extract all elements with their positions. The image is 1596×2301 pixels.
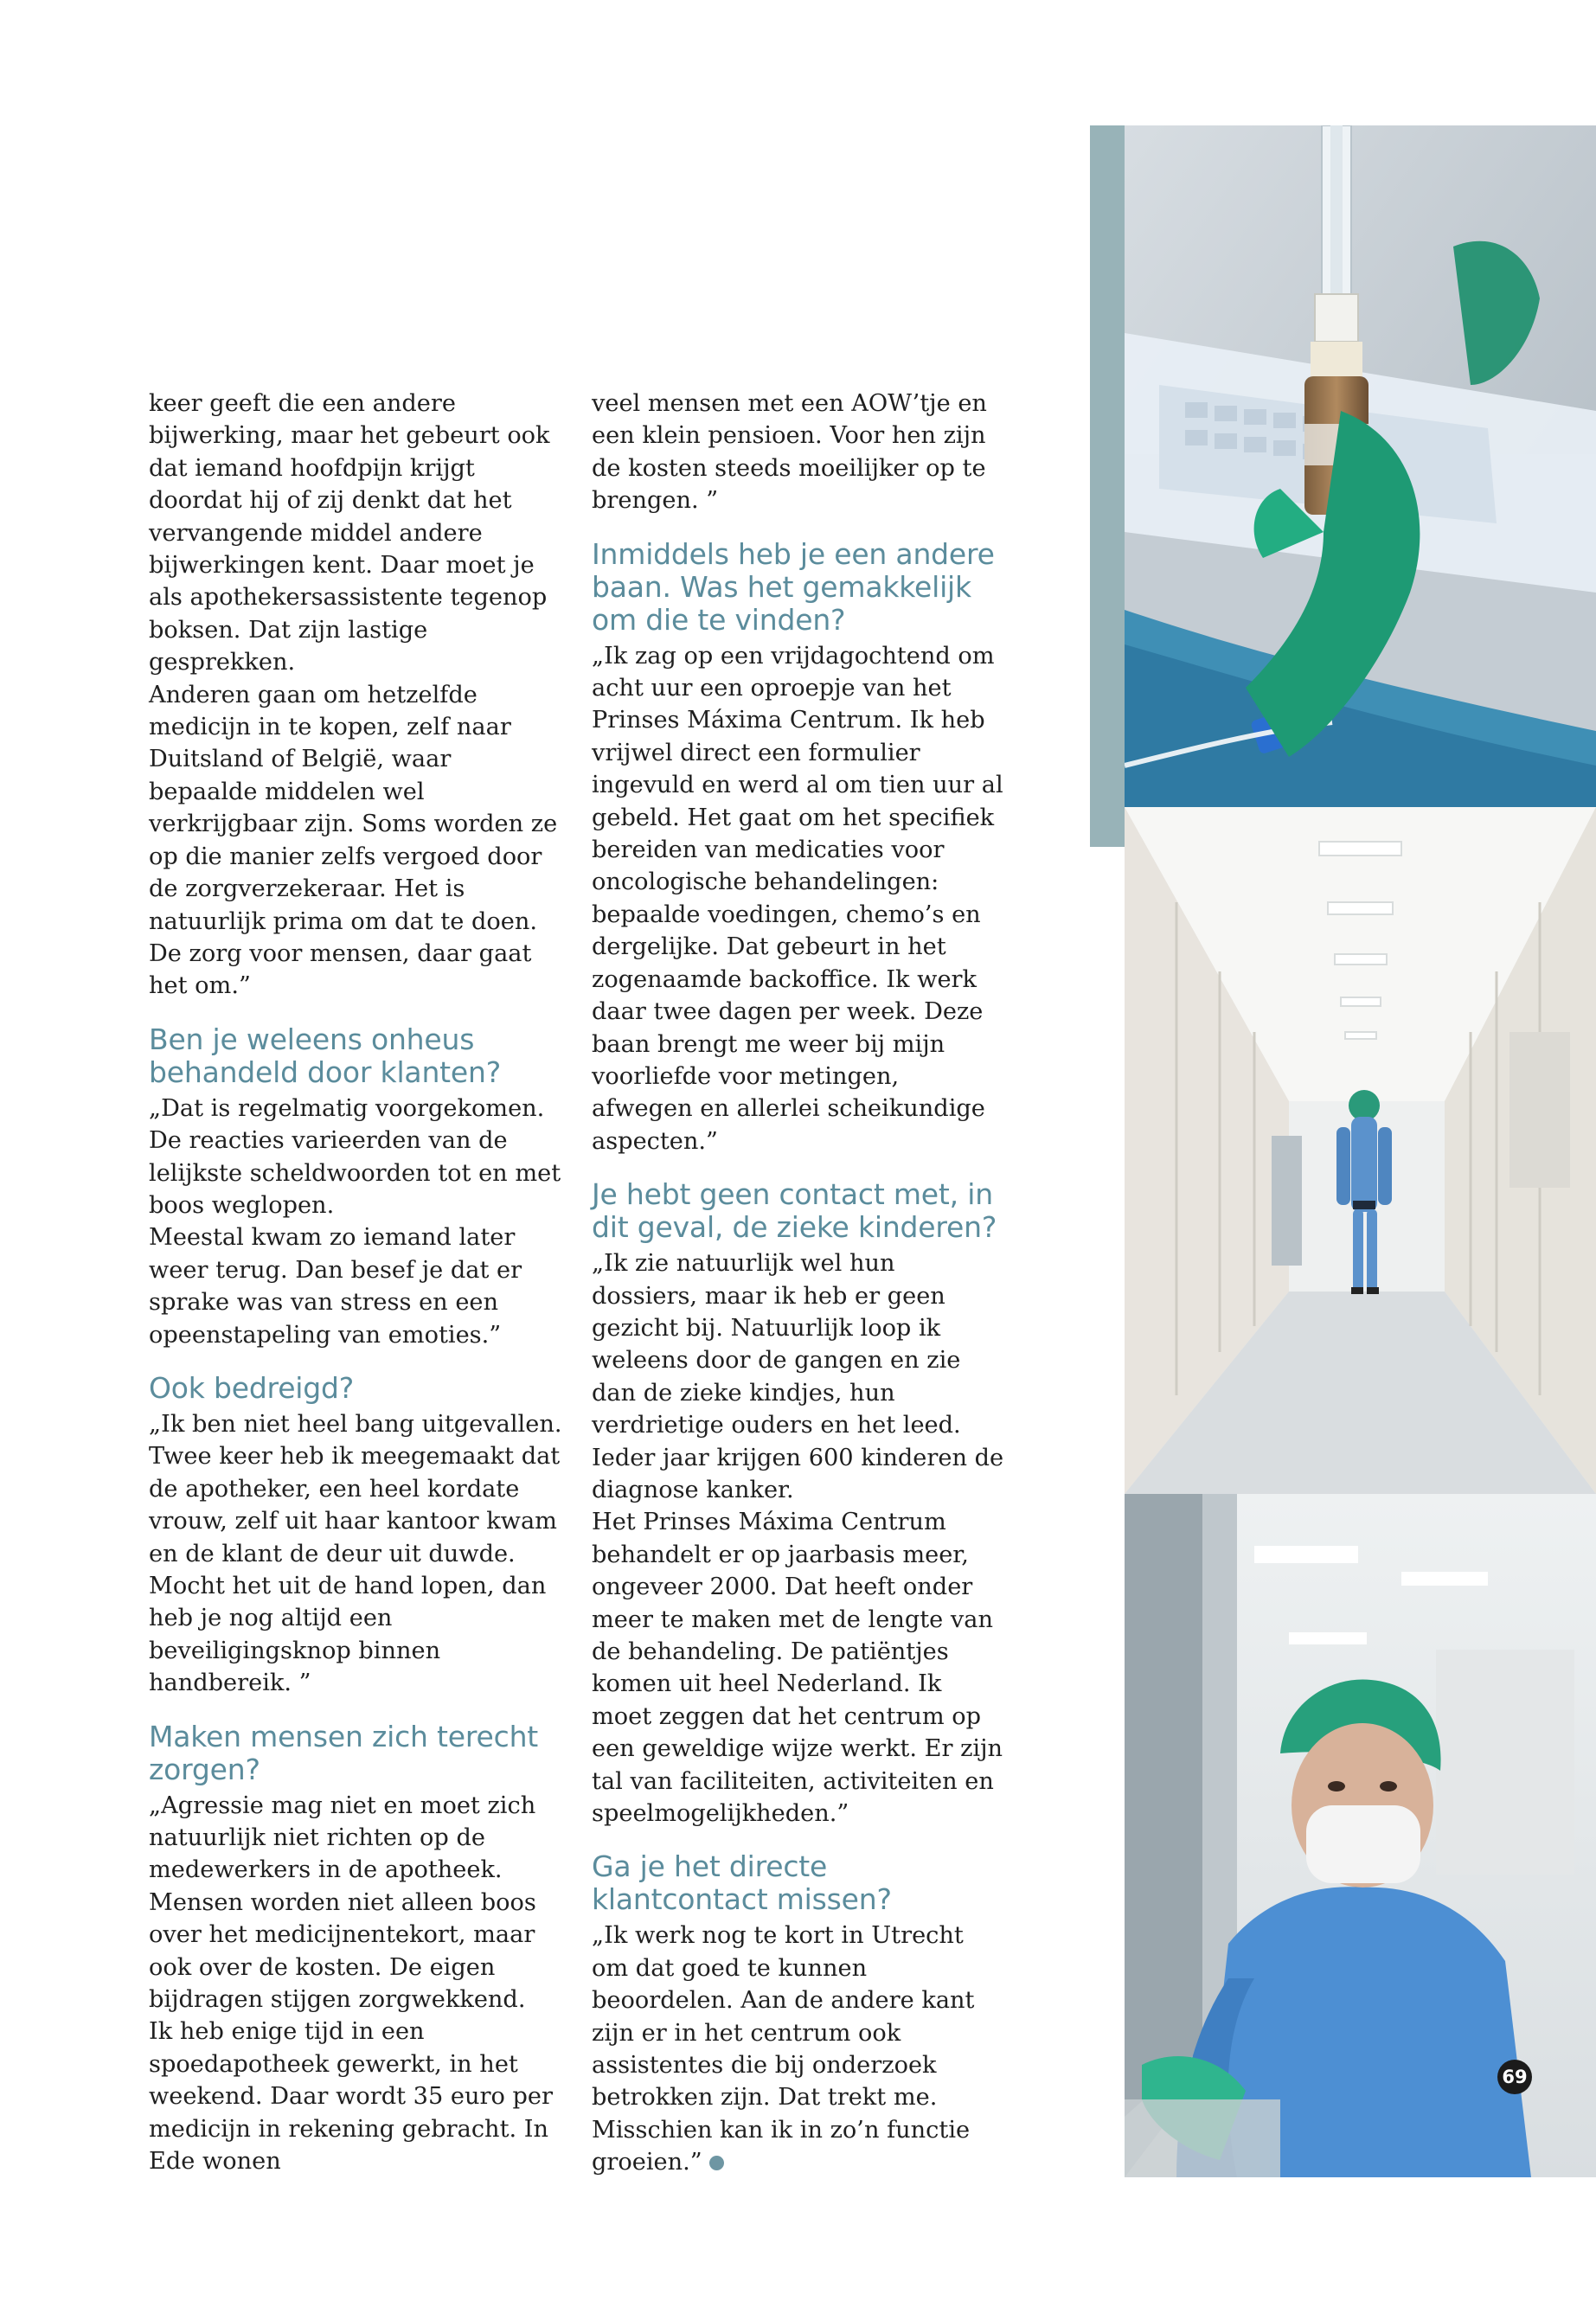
question-heading-1: Ben je weleens onheus behandeld door klanten? [149,1022,502,1089]
left-text-column [149,388,564,2178]
question-heading-3: Maken mensen zich terecht zorgen? [149,1719,539,1786]
photo-syringe-vial [1125,125,1596,807]
question-heading-2: Ook bedreigd? [149,1370,355,1405]
end-of-article-dot-icon [709,2156,724,2170]
continuation-paragraph: veel mensen met een AOW’tje en een klein pensioen. Voor hen zijn de kosten steeds moeilijker op te brengen. ” [592,390,987,515]
answer-1-paragraph-2: Meestal kwam zo iemand later weer terug. Dan besef je dat er sprake was van stress en een opeenstapeling van emoties.” [149,1224,522,1349]
answer-3-paragraph-1: „Agressie mag niet en moet zich natuurlijk niet richten op de medewerkers in de apotheek. Mensen worden niet alleen boos over het medicijnentekort, maar ook over de kosten. De eigen bijdragen stijgen zorgwekkend. [149,1791,536,2014]
answer-5-paragraph-1: „Ik zie natuurlijk wel hun dossiers, maar ik heb er geen gezicht bij. Natuurlijk loop ik weleens door de gangen en zie dan de zieke kindjes, hun verdrietige ouders en het leed. Ieder jaar krijgen 600 kinderen de diagnose kanker. [592,1250,1004,1503]
answer-2-paragraph-1: „Ik ben niet heel bang uitgevallen. Twee keer heb ik meegemaakt dat de apotheker, een heel kordate vrouw, zelf uit haar kantoor kwam en de klant de deur uit duwde. Mocht het uit de hand lopen, dan heb je nog altijd een beveiligingsknop binnen handbereik. ” [149,1410,562,1697]
answer-6-text: „Ik werk nog te kort in Utrecht om dat goed te kunnen beoordelen. Aan de andere kant zijn er in het centrum ook assistentes die bij onderzoek betrokken zijn. Dat trekt me. Misschien kan ik in zo’n functie groeien.” [592,1922,975,2176]
question-heading-5: Je hebt geen contact met, in dit geval, de zieke kinderen? [592,1177,997,1245]
intro-paragraph-2: Anderen gaan om hetzelfde medicijn in te kopen, zelf naar Duitsland of België, waar bepaalde middelen wel verkrijgbaar zijn. Soms worden ze op die manier zelfs vergoed door de zorgverzekeraar. Het is natuurlijk prima om dat te doen. De zorg voor mensen, daar gaat het om.” [149,681,558,1000]
question-heading-4: Inmiddels heb je een andere baan. Was het gemakkelijk om die te vinden? [592,536,995,637]
middle-text-column [592,388,1007,2179]
answer-5-paragraph-2: Het Prinses Máxima Centrum behandelt er op jaarbasis meer, ongeveer 2000. Dat heeft onder meer te maken met de lengte van de behandeling. De patiëntjes komen uit heel Nederland. Ik moet zeggen dat het centrum op een geweldige wijze werkt. Er zijn tal van faciliteiten, activiteiten en speelmogelijkheden.” [592,1509,1003,1828]
intro-paragraph-1: keer geeft die een andere bijwerking, maar het gebeurt ook dat iemand hoofdpijn krijgt doordat hij of zij denkt dat het vervangende middel andere bijwerkingen kent. Daar moet je als apothekersassistente tegenop boksen. Dat zijn lastige gesprekken. [149,390,550,676]
answer-3-paragraph-2: Ik heb enige tijd in een spoedapotheek gewerkt, in het weekend. Daar wordt 35 euro per medicijn in rekening gebracht. In Ede wonen [149,2018,554,2176]
accent-color-block [1090,125,1125,847]
question-heading-6: Ga je het directe klantcontact missen? [592,1849,892,1917]
answer-4-paragraph-1: „Ik zag op een vrijdagochtend om acht uur een oproepje van het Prinses Máxima Centrum. Ik heb vrijwel direct een formulier ingevuld en werd al om tien uur al gebeld. Het gaat om het specifiek bereiden van medicaties voor oncologische behandelingen: bepaalde voedingen, chemo’s en dergelijke. Dat gebeurt in het zogenaamde backoffice. Ik werk daar twee dagen per week. Deze baan brengt me weer bij mijn voorliefde voor metingen, afwegen en allerlei scheikundige aspecten.” [592,642,1003,1155]
page-number-badge: 69 [1497,2060,1532,2094]
answer-6-paragraph-1 [592,1920,1007,2178]
photo-hospital-corridor [1125,807,1596,1494]
answer-1-paragraph-1: „Dat is regelmatig voorgekomen. De reacties varieerden van de lelijkste scheldwoorden tot en met boos weglopen. [149,1094,561,1219]
